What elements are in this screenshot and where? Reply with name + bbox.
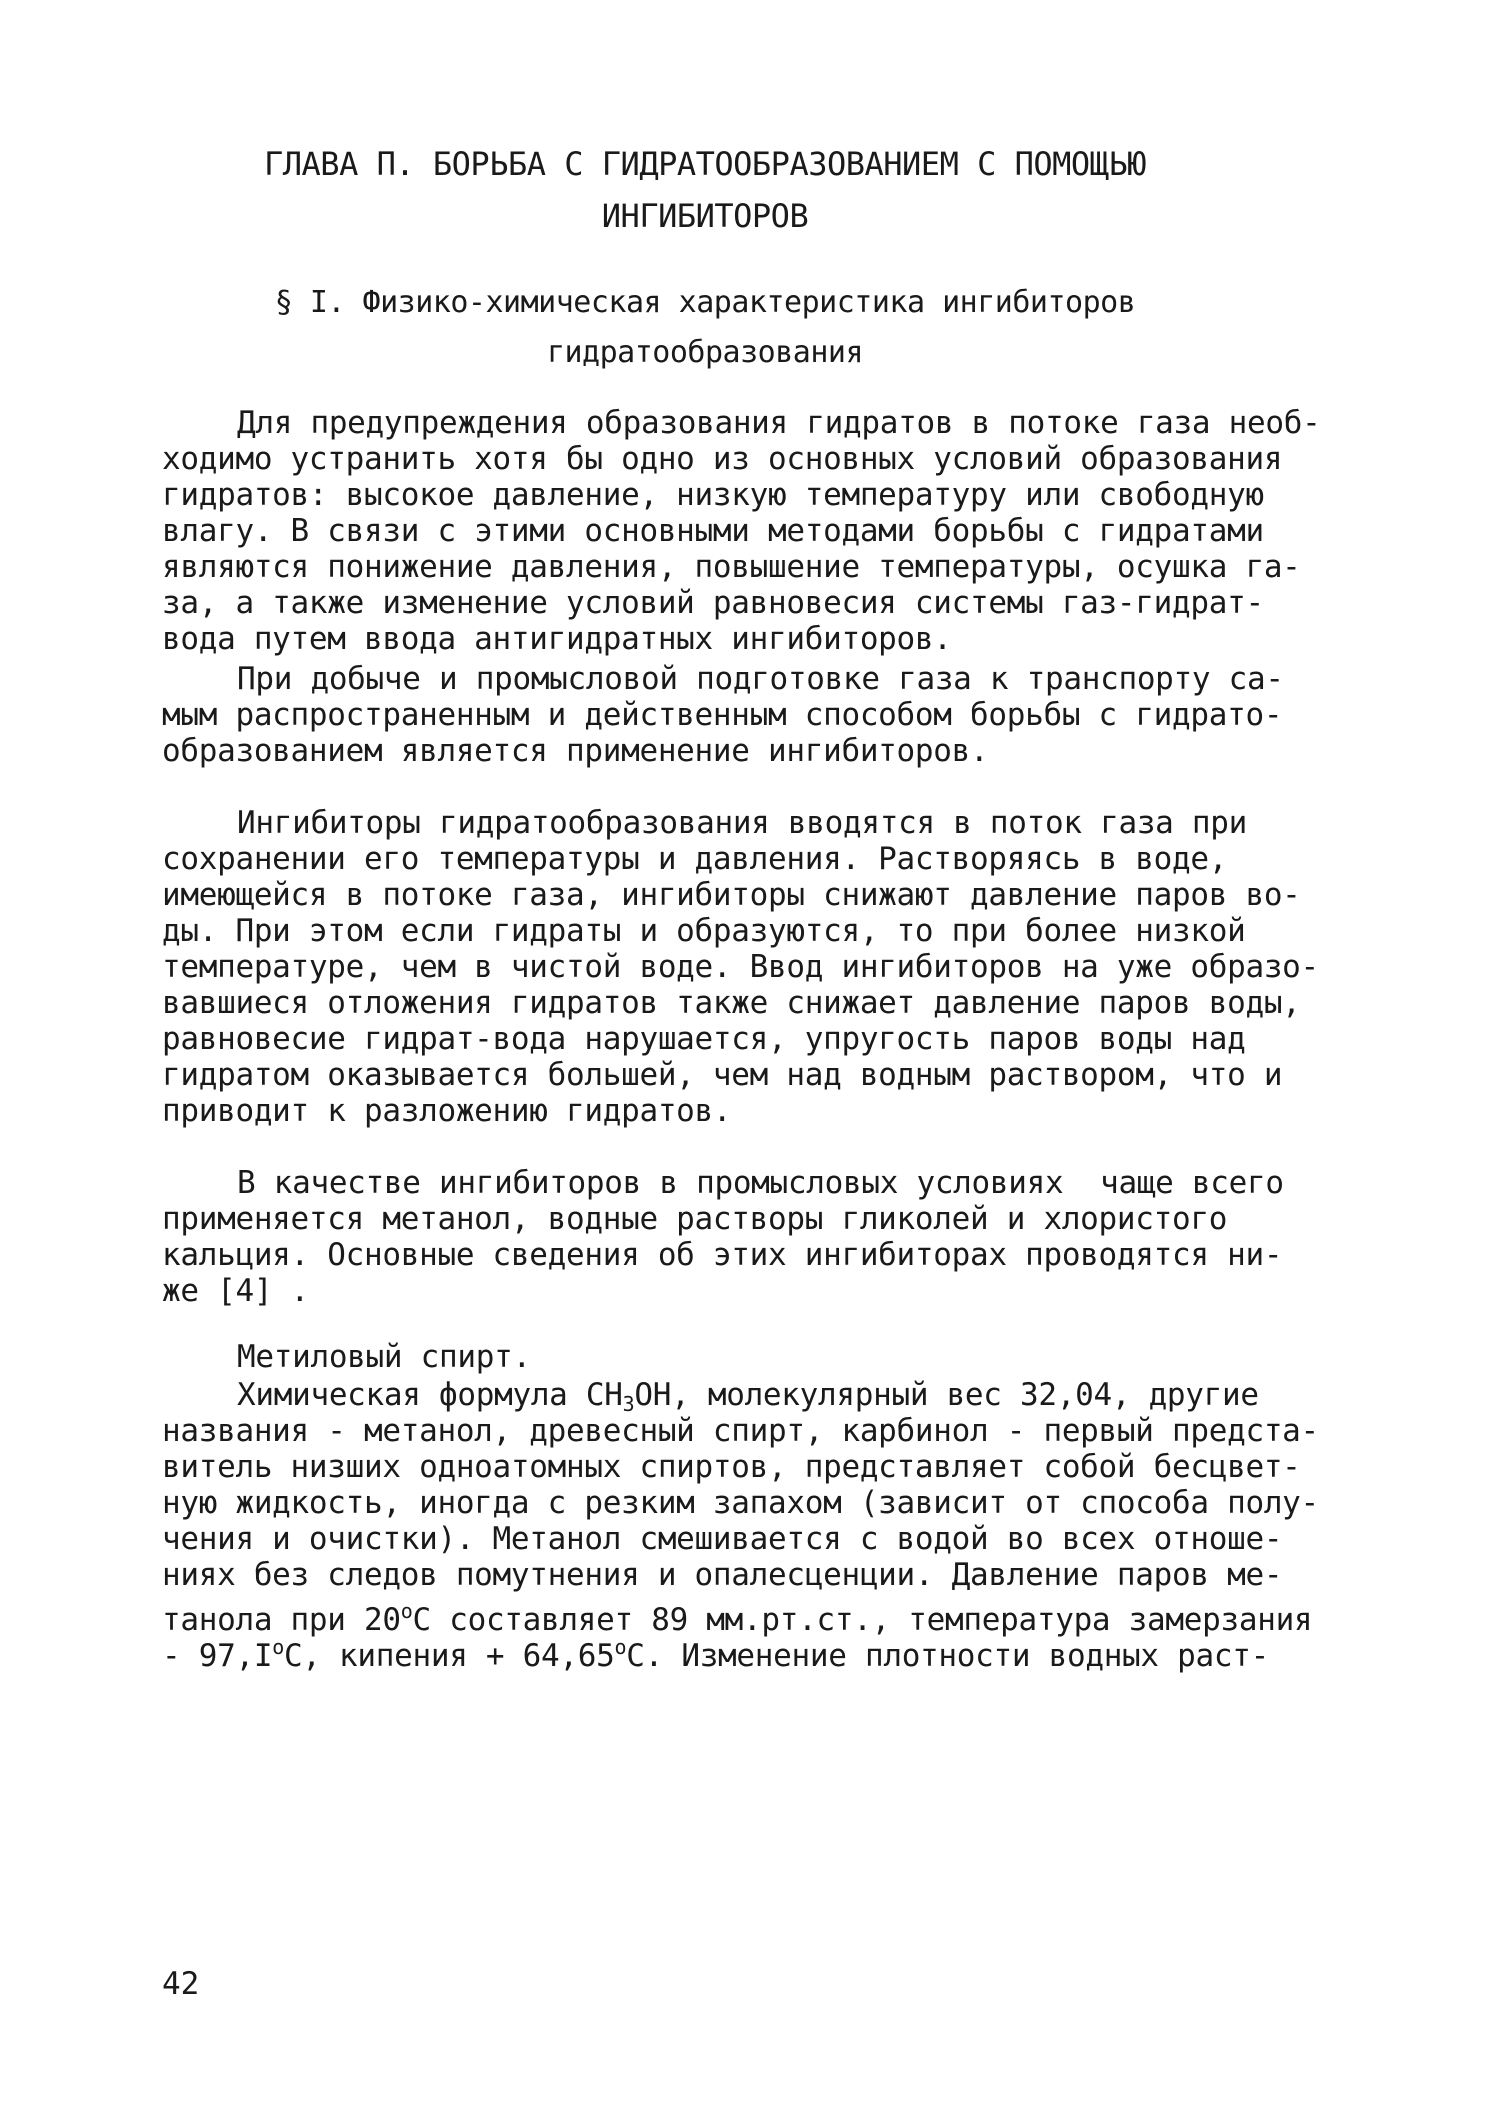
text-line: Для предупреждения образования гидратов в потоке газа необ- [237, 405, 1321, 441]
text-line: ды. При этом если гидраты и образуются, то при более низкой [162, 913, 1246, 949]
subscript: 3 [622, 1392, 635, 1416]
text-line: за, а также изменение условий равновесия системы газ-гидрат- [162, 585, 1264, 621]
superscript: o [614, 1635, 627, 1659]
text-fragment: С. Изменение плотности водных раст- [626, 1638, 1269, 1674]
text-line: Ингибиторы гидратообразования вводятся в поток газа при [237, 805, 1247, 841]
text-line: же [4] . [162, 1273, 309, 1309]
subheading: Метиловый спирт. [237, 1339, 531, 1375]
text-line: являются понижение давления, повышение температуры, осушка га- [162, 549, 1301, 585]
text-line: ниях без следов помутнения и опалесценции. Давление паров ме- [162, 1557, 1283, 1593]
superscript: o [400, 1599, 413, 1623]
text-line: температуре, чем в чистой воде. Ввод ингибиторов на уже образо- [162, 949, 1319, 985]
text-line: ную жидкость, иногда с резким запахом (зависит от способа полу- [162, 1485, 1319, 1521]
text-fragment: - 97,I [162, 1638, 273, 1674]
section-title-line: § I. Физико-химическая характеристика ингибиторов [274, 285, 1136, 320]
text-line: кальция. Основные сведения об этих ингибиторах проводятся ни- [162, 1237, 1283, 1273]
text-line: гидратов: высокое давление, низкую температуру или свободную [162, 477, 1264, 513]
text-line: вода путем ввода антигидратных ингибиторов. [162, 621, 952, 657]
text-line [162, 1624, 1382, 1679]
text-line: витель низших одноатомных спиртов, представляет собой бесцвет- [162, 1449, 1301, 1485]
section-title [200, 278, 1210, 378]
text-line: При добыче и промысловой подготовке газа к транспорту са- [237, 661, 1284, 697]
text-line: чения и очистки). Метанол смешивается с водой во всех отноше- [162, 1521, 1283, 1557]
text-fragment: С составляет 89 мм.рт.ст., температура замерзания [412, 1602, 1313, 1638]
text-fragment: OH, молекулярный вес 32,04, другие [634, 1377, 1259, 1413]
section-title-line: гидратообразования [546, 335, 864, 370]
text-fragment: С, кипения + 64,65 [283, 1638, 615, 1674]
text-line: образованием является применение ингибиторов. [162, 733, 989, 769]
text-line: ходимо устранить хотя бы одно из основных условий образования [162, 441, 1283, 477]
text-fragment: Химическая формула CH [237, 1377, 623, 1413]
text-fragment: танола при 20 [162, 1602, 401, 1638]
text-line: применяется метанол, водные растворы гликолей и хлористого [162, 1201, 1228, 1237]
text-line: приводит к разложению гидратов. [162, 1093, 732, 1129]
page-number: 42 [162, 1966, 200, 2002]
text-line: имеющейся в потоке газа, ингибиторы снижают давление паров во- [162, 877, 1301, 913]
text-line: влагу. В связи с этими основными методами борьбы с гидратами [162, 513, 1264, 549]
chapter-title-line: ИНГИБИТОРОВ [601, 197, 809, 235]
text-line: вавшиеся отложения гидратов также снижает давление паров воды, [162, 985, 1301, 1021]
text-line: названия - метанол, древесный спирт, карбинол - первый предста- [162, 1413, 1319, 1449]
chapter-title-line: ГЛАВА П. БОРЬБА С ГИДРАТООБРАЗОВАНИЕМ С ПОМОЩЬЮ [264, 145, 1146, 183]
text-line: В качестве ингибиторов в промысловых условиях чаще всего [237, 1165, 1284, 1201]
superscript: o [272, 1635, 284, 1659]
text-line: равновесие гидрат-вода нарушается, упругость паров воды над [162, 1021, 1246, 1057]
text-line: гидратом оказывается большей, чем над водным раствором, что и [162, 1057, 1283, 1093]
chapter-title [200, 138, 1210, 242]
text-line: мым распространенным и действенным способом борьбы с гидрато- [162, 697, 1283, 733]
text-line: сохранении его температуры и давления. Растворяясь в воде, [162, 841, 1228, 877]
